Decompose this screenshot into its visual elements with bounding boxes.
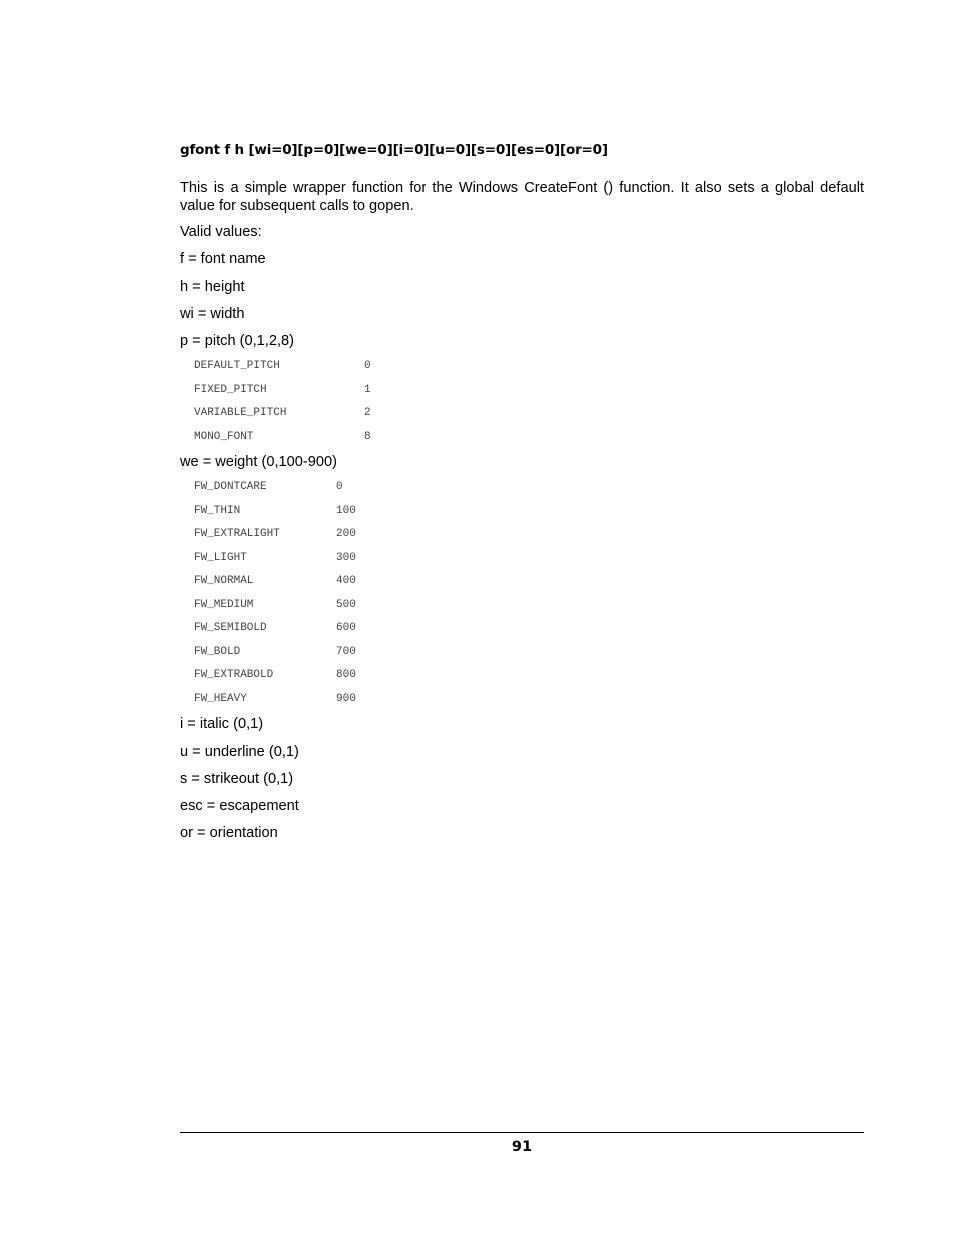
weight-row [194,575,356,587]
footer-divider [180,1132,864,1133]
weight-row [194,481,343,493]
pitch-row [194,407,371,419]
valid-values-label: Valid values: [180,224,262,240]
weight-value: 500 [336,599,356,611]
weight-row [194,669,356,681]
weight-name: FW_LIGHT [194,552,247,564]
pitch-name: VARIABLE_PITCH [194,407,287,419]
pitch-name: FIXED_PITCH [194,384,267,396]
param-weight: we = weight (0,100-900) [180,454,337,470]
weight-row [194,599,356,611]
weight-name: FW_MEDIUM [194,599,254,611]
weight-row [194,646,356,658]
weight-name: FW_NORMAL [194,575,254,587]
intro-paragraph: This is a simple wrapper function for the Windows CreateFont () function. It also sets a global default value for subsequent calls to gopen. [180,180,864,214]
weight-row [194,528,356,540]
weight-value: 0 [336,481,343,493]
weight-value: 100 [336,505,356,517]
weight-name: FW_EXTRABOLD [194,669,274,681]
weight-row [194,693,356,705]
param-underline: u = underline (0,1) [180,744,299,760]
pitch-row [194,431,371,443]
weight-name: FW_THIN [194,505,241,517]
param-escapement: esc = escapement [180,798,299,814]
param-strikeout: s = strikeout (0,1) [180,771,294,787]
pitch-value: 0 [364,360,371,372]
function-signature: gfont f h [wi=0][p=0][we=0][i=0][u=0][s=0][es=0][or=0] [180,142,608,158]
pitch-name: MONO_FONT [194,431,254,443]
param-pitch: p = pitch (0,1,2,8) [180,333,294,349]
pitch-name: DEFAULT_PITCH [194,360,280,372]
weight-value: 800 [336,669,356,681]
weight-name: FW_EXTRALIGHT [194,528,280,540]
weight-value: 300 [336,552,356,564]
param-italic: i = italic (0,1) [180,716,264,732]
pitch-value: 8 [364,431,371,443]
param-font-name: f = font name [180,251,266,267]
weight-row [194,622,356,634]
weight-name: FW_HEAVY [194,693,247,705]
weight-row [194,505,356,517]
param-orientation: or = orientation [180,825,278,841]
param-height: h = height [180,279,245,295]
page-number: 91 [511,1139,533,1155]
weight-value: 200 [336,528,356,540]
weight-value: 700 [336,646,356,658]
weight-name: FW_DONTCARE [194,481,267,493]
pitch-row [194,384,371,396]
weight-value: 400 [336,575,356,587]
weight-value: 600 [336,622,356,634]
weight-value: 900 [336,693,356,705]
param-width: wi = width [180,306,245,322]
pitch-value: 1 [364,384,371,396]
weight-row [194,552,356,564]
pitch-row [194,360,371,372]
weight-name: FW_BOLD [194,646,241,658]
pitch-value: 2 [364,407,371,419]
weight-name: FW_SEMIBOLD [194,622,267,634]
